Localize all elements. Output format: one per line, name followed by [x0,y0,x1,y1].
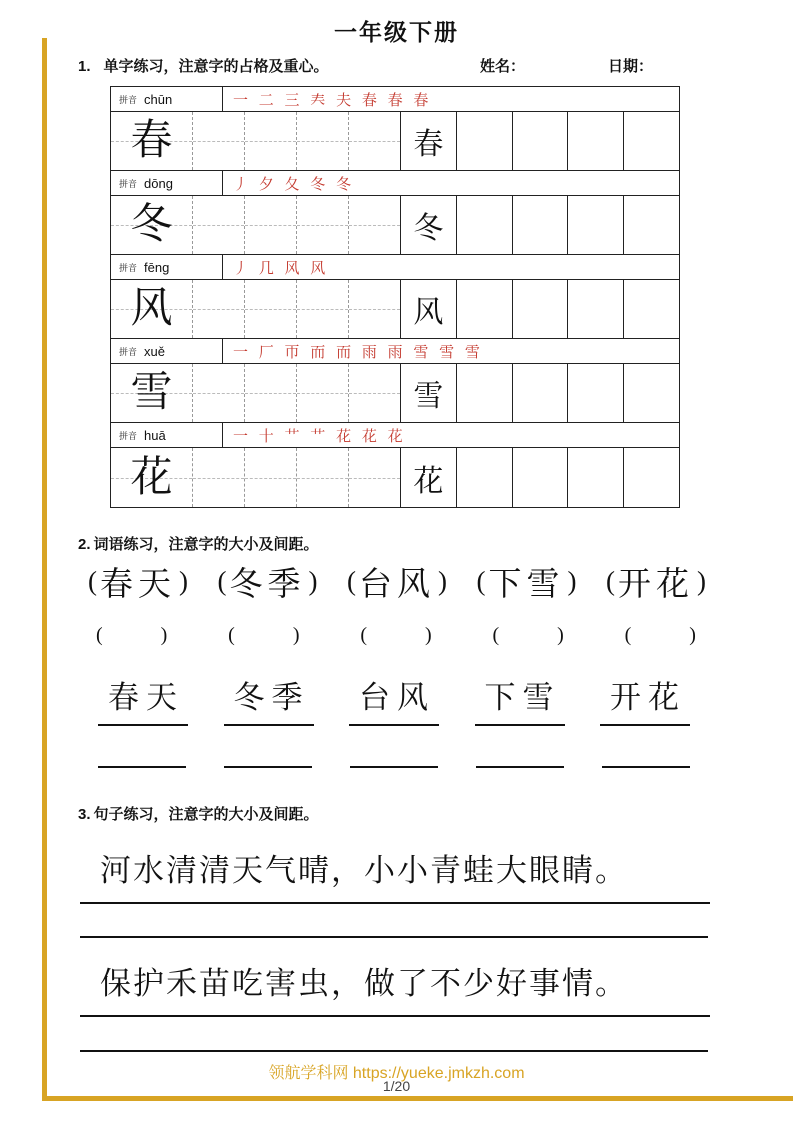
pinyin-text: huā [144,427,166,443]
pinyin-text: dōng [144,175,173,191]
close-paren: ) [697,566,706,596]
sentence-line: 河水清清天气晴，小小青蛙大眼睛。 [80,845,710,904]
underlined-word: 春天 [98,672,188,726]
empty-cell [568,364,624,422]
empty-cell [624,280,679,338]
section1-number: 1. [78,58,91,75]
empty-cell [457,196,513,254]
dashed-midline [193,141,244,142]
pinyin-text: fēng [144,259,170,275]
blank-underline [98,756,186,768]
pinyin-cell [111,339,223,363]
word-text: 春天 [100,564,176,603]
stroke-order: 一 二 三 𡗗 夫 春 春 春 [233,90,432,109]
blank-underline [602,756,690,768]
stroke-order: 丿 几 风 风 [233,258,329,277]
practice-cell [297,196,349,254]
practice-row [111,448,679,507]
char-block-hua [111,423,679,507]
empty-cell [513,280,569,338]
section1-heading-text: 单字练习，注意字的占格及重心。 [103,58,329,75]
pinyin-label: 拼音 [119,178,138,189]
printed-char-cell [401,112,457,170]
printed-char: 冬 [413,212,444,245]
printed-char: 风 [413,296,444,329]
pinyin-row [111,423,679,448]
underlined-word: 下雪 [475,672,565,726]
practice-cell [193,196,245,254]
blank-underline [476,756,564,768]
empty-paren-item [360,624,431,647]
practice-cell [349,448,401,507]
empty-cell [513,448,569,507]
empty-cell [568,112,624,170]
gold-border-bottom [42,1096,793,1101]
character-practice-table [110,86,680,508]
empty-cell [624,112,679,170]
stroke-order: 一 厂 帀 而 而 雨 雨 雪 雪 雪 [233,342,483,361]
practice-row [111,112,679,171]
model-char: 雪 [130,367,173,417]
pinyin-label: 拼音 [119,94,138,105]
close-paren: ) [567,566,577,596]
empty-paren-item [625,624,696,647]
practice-cell [297,112,349,170]
practice-cell [349,280,401,338]
practice-row [111,196,679,255]
empty-paren-row [96,624,696,647]
printed-char-cell [401,364,457,422]
empty-paren-item [96,624,167,647]
open-paren: ( [88,566,97,596]
section3-number: 3. [78,806,91,823]
practice-row [111,364,679,423]
word-text: 下雪 [488,564,565,603]
dashed-midline [297,309,348,310]
dashed-midline [297,393,348,394]
empty-cell [568,196,624,254]
empty-cell [568,280,624,338]
blank-line [80,936,708,938]
stroke-order: 一 十 艹 艹 花 花 花 [233,426,406,445]
word-text: 台风 [359,564,435,603]
close-paren: ) [424,624,432,646]
close-paren: ) [689,624,696,646]
printed-char-cell [401,280,457,338]
dashed-midline [245,141,296,142]
word-paren-row [88,558,706,605]
practice-cell [297,280,349,338]
dashed-midline [349,309,400,310]
practice-cell [193,112,245,170]
pinyin-text: chūn [144,91,173,107]
dashed-midline [245,393,296,394]
empty-cell [457,280,513,338]
practice-cell [193,448,245,507]
underlined-word-row [98,672,690,726]
empty-cell [624,364,679,422]
model-char-cell [111,196,193,254]
section3-heading [78,803,319,824]
close-paren: ) [179,566,188,596]
empty-cell [457,364,513,422]
pinyin-label: 拼音 [119,430,138,441]
blank-underline [350,756,438,768]
char-block-feng [111,255,679,339]
open-paren: ( [217,566,227,596]
practice-cell [349,364,401,422]
dashed-midline [193,478,244,479]
pinyin-label: 拼音 [119,262,138,273]
dashed-midline [193,393,244,394]
section1-heading [78,55,329,76]
practice-row [111,280,679,339]
model-char-cell [111,280,193,338]
dashed-midline [193,225,244,226]
underlined-word: 台风 [349,672,439,726]
dashed-midline [349,225,400,226]
pinyin-label: 拼音 [119,346,138,357]
open-paren: ( [624,624,632,646]
dashed-midline [193,309,244,310]
printed-char-cell [401,448,457,507]
dashed-midline [349,141,400,142]
page-number: 1/20 [382,1078,411,1094]
empty-cell [568,448,624,507]
empty-cell [624,448,679,507]
empty-cell [513,364,569,422]
pinyin-row [111,87,679,112]
practice-cell [297,364,349,422]
pinyin-cell [111,423,223,447]
char-block-dong [111,171,679,255]
close-paren: ) [160,624,168,646]
open-paren: ( [476,566,486,596]
model-char: 风 [130,283,173,333]
practice-cell [349,112,401,170]
char-block-xue [111,339,679,423]
open-paren: ( [96,624,103,646]
open-paren: ( [492,624,500,646]
model-char: 冬 [130,199,173,249]
empty-cell [624,196,679,254]
model-char: 花 [130,451,173,501]
pinyin-text: xuě [144,343,165,359]
section2-heading-text: 词语练习，注意字的大小及间距。 [93,536,319,553]
word-paren-item [88,558,188,605]
model-char-cell [111,364,193,422]
pinyin-row [111,171,679,196]
word-paren-item [477,558,577,605]
dashed-midline [245,225,296,226]
underlined-word: 冬季 [224,672,314,726]
dashed-midline [297,225,348,226]
blank-underline [224,756,312,768]
page-title: 一年级下册 [334,19,459,45]
practice-cell [349,196,401,254]
close-paren: ) [292,624,300,646]
date-label: 日期： [608,58,654,75]
sentence-line: 保护禾苗吃害虫，做了不少好事情。 [80,958,710,1017]
name-label: 姓名： [480,58,526,75]
printed-char: 春 [413,128,444,161]
word-text: 开花 [618,564,694,603]
stroke-order: 丿 夕 夂 冬 冬 [233,174,355,193]
open-paren: ( [347,566,356,596]
dashed-midline [245,309,296,310]
pinyin-cell [111,171,223,195]
practice-cell [297,448,349,507]
pinyin-cell [111,255,223,279]
practice-cell [193,280,245,338]
practice-cell [245,364,297,422]
word-paren-item [347,558,447,605]
empty-cell [513,196,569,254]
practice-cell [245,196,297,254]
printed-char: 雪 [413,380,444,413]
pinyin-cell [111,87,223,111]
empty-cell [513,112,569,170]
word-paren-item [606,558,706,605]
open-paren: ( [606,566,615,596]
word-paren-item [218,558,318,605]
dashed-midline [349,393,400,394]
char-block-chun [111,87,679,171]
section2-number: 2. [78,536,91,553]
close-paren: ) [557,624,564,646]
dashed-midline [245,478,296,479]
pinyin-row [111,339,679,364]
word-text: 冬季 [229,564,306,603]
section2-heading [78,533,319,554]
practice-cell [245,448,297,507]
section3-heading-text: 句子练习，注意字的大小及间距。 [93,806,319,823]
watermark: 领航学科网 https://yueke.jmkzh.com [268,1065,525,1082]
dashed-midline [349,478,400,479]
practice-cell [245,280,297,338]
model-char: 春 [130,115,173,165]
underlined-word: 开花 [600,672,690,726]
blank-underline-row [98,756,690,768]
dashed-midline [297,478,348,479]
gold-border-left [42,38,47,1101]
practice-cell [193,364,245,422]
printed-char-cell [401,196,457,254]
blank-line [80,1050,708,1052]
close-paren: ) [308,566,318,596]
close-paren: ) [438,566,447,596]
open-paren: ( [360,624,367,646]
model-char-cell [111,448,193,507]
practice-cell [245,112,297,170]
empty-cell [457,112,513,170]
dashed-midline [297,141,348,142]
printed-char: 花 [413,464,444,498]
open-paren: ( [228,624,235,646]
empty-paren-item [492,624,563,647]
empty-cell [457,448,513,507]
model-char-cell [111,112,193,170]
pinyin-row [111,255,679,280]
empty-paren-item [228,624,299,647]
